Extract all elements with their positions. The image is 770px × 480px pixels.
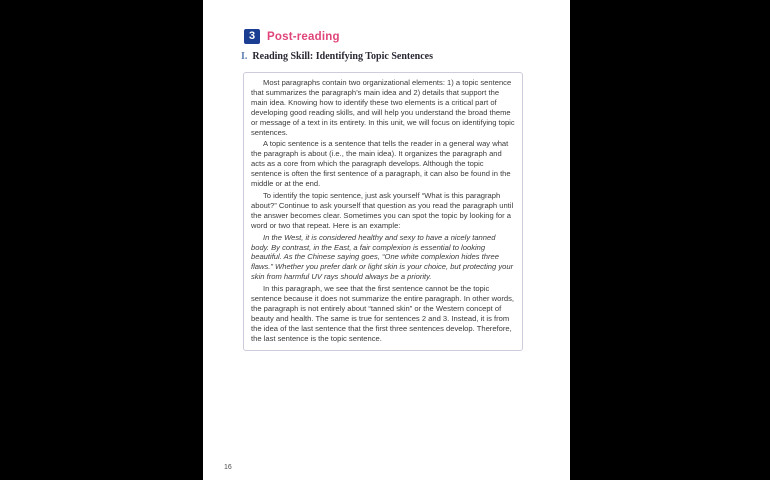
textbook-page <box>203 0 570 480</box>
heading-numeral: I. <box>241 51 248 62</box>
section-header <box>244 29 340 44</box>
reading-skill-heading <box>241 51 433 62</box>
example-paragraph: In the West, it is considered healthy and sexy to have a nicely tanned body. By contrast, in the East, a fair complexion is essential to looking beautiful. As the Chinese saying goes, “One white complexion hides three flaws.” Whether you prefer dark or light skin is your choice, but protecting your skin from harmful UV rays should always be a priority. <box>251 232 514 282</box>
section-title: Post-reading <box>267 30 340 43</box>
instruction-box <box>243 72 523 351</box>
paragraph-intro: Most paragraphs contain two organizational elements: 1) a topic sentence that summarizes the paragraph’s main idea and 2) details that support the main idea. Knowing how to identify these two elements is a critical part of developing good reading skills, and will help you understand the broad theme or message of a text in its entirety. In this unit, we will focus on identifying topic sentences. <box>251 78 515 137</box>
section-number-badge: 3 <box>244 29 260 44</box>
heading-text: Reading Skill: Identifying Topic Sentences <box>252 51 433 62</box>
page-number: 16 <box>224 464 232 471</box>
paragraph-howto: To identify the topic sentence, just ask yourself “What is this paragraph about?” Continue to ask yourself that question as you read the paragraph until the answer becomes clear. Sometimes you can spot the topic by looking for a word or two that repeat. Here is an example: <box>251 190 514 230</box>
paragraph-analysis: In this paragraph, we see that the first sentence cannot be the topic sentence because it does not summarize the entire paragraph. In other words, the paragraph is not entirely about “tanned skin” or the Western concept of beauty and health. The same is true for sentences 2 and 3. Instead, it is from the idea of the last sentence that the first three sentences develop. Therefore, the last sentence is the topic sentence. <box>251 284 514 343</box>
paragraph-definition: A topic sentence is a sentence that tells the reader in a general way what the paragraph is about (i.e., the main idea). It organizes the paragraph and acts as a core from which the paragraph develops. Although the topic sentence is often the first sentence of a paragraph, it can also be found in the middle or at the end. <box>251 139 511 189</box>
